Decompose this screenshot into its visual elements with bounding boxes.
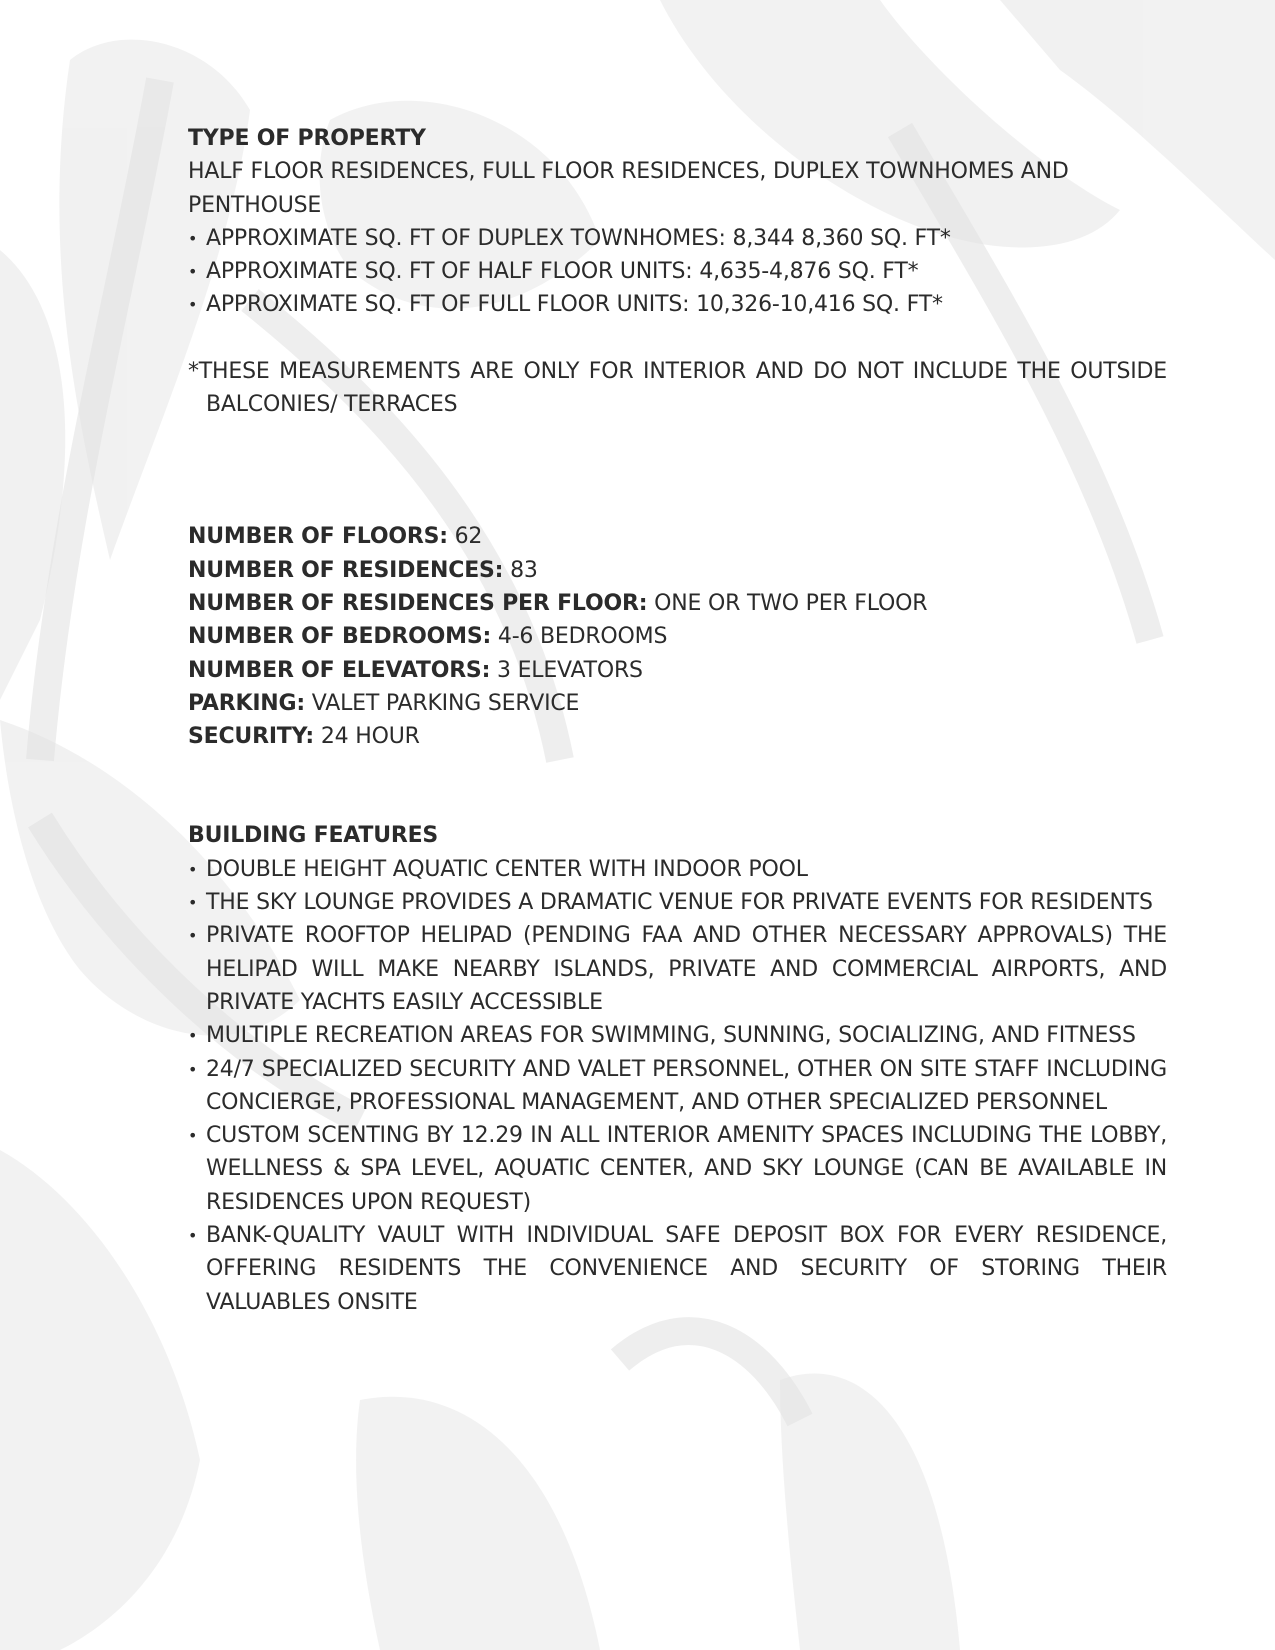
spec-value: ONE OR TWO PER FLOOR bbox=[654, 590, 928, 616]
building-features-section bbox=[188, 819, 1167, 1318]
spec-value: 24 HOUR bbox=[320, 724, 420, 750]
measurements-footnote: *THESE MEASUREMENTS ARE ONLY FOR INTERIOR AND DO NOT INCLUDE THE OUTSIDE BALCONIES/ TERRACES bbox=[188, 358, 1167, 418]
spec-row-parking bbox=[188, 687, 1167, 720]
list-item: • APPROXIMATE SQ. FT OF DUPLEX TOWNHOMES: 8,344 8,360 SQ. FT* bbox=[188, 222, 1167, 255]
spec-value: VALET PARKING SERVICE bbox=[311, 690, 580, 716]
square-footage-list bbox=[188, 222, 1167, 322]
list-item: • PRIVATE ROOFTOP HELIPAD (PENDING FAA AND OTHER NECESSARY APPROVALS) THE HELIPAD WILL MAKE NEARBY ISLANDS, PRIVATE AND COMMERCIAL AIRPORTS, AND PRIVATE YACHTS EASILY ACCESSIBLE bbox=[188, 919, 1167, 1019]
list-item: • APPROXIMATE SQ. FT OF HALF FLOOR UNITS: 4,635-4,876 SQ. FT* bbox=[188, 255, 1167, 288]
spec-row-residences bbox=[188, 554, 1167, 587]
type-of-property-section bbox=[188, 122, 1167, 421]
spec-label: NUMBER OF RESIDENCES: bbox=[188, 557, 504, 583]
spec-label: NUMBER OF ELEVATORS: bbox=[188, 657, 491, 683]
list-item: • DOUBLE HEIGHT AQUATIC CENTER WITH INDOOR POOL bbox=[188, 853, 1167, 886]
spec-label: NUMBER OF RESIDENCES PER FLOOR: bbox=[188, 590, 648, 616]
spec-row-security bbox=[188, 720, 1167, 753]
property-types-description: HALF FLOOR RESIDENCES, FULL FLOOR RESIDENCES, DUPLEX TOWNHOMES AND PENTHOUSE bbox=[188, 159, 1069, 218]
type-of-property-heading: TYPE OF PROPERTY bbox=[188, 126, 426, 151]
spec-label: NUMBER OF FLOORS: bbox=[188, 524, 448, 550]
spec-row-bedrooms bbox=[188, 620, 1167, 653]
list-item: • 24/7 SPECIALIZED SECURITY AND VALET PERSONNEL, OTHER ON SITE STAFF INCLUDING CONCIERGE, PROFESSIONAL MANAGEMENT, AND OTHER SPECIALIZED PERSONNEL bbox=[188, 1053, 1167, 1120]
building-features-heading: BUILDING FEATURES bbox=[188, 823, 439, 849]
spec-value: 62 bbox=[454, 524, 483, 550]
document-body bbox=[188, 122, 1167, 1319]
spec-label: NUMBER OF BEDROOMS: bbox=[188, 624, 492, 650]
spec-value: 3 ELEVATORS bbox=[496, 657, 643, 683]
building-features-list bbox=[188, 853, 1167, 1319]
list-item: • BANK-QUALITY VAULT WITH INDIVIDUAL SAFE DEPOSIT BOX FOR EVERY RESIDENCE, OFFERING RESIDENTS THE CONVENIENCE AND SECURITY OF STORING THEIR VALUABLES ONSITE bbox=[188, 1219, 1167, 1319]
spec-label: PARKING: bbox=[188, 690, 305, 716]
list-item: • MULTIPLE RECREATION AREAS FOR SWIMMING, SUNNING, SOCIALIZING, AND FITNESS bbox=[188, 1019, 1167, 1052]
spec-label: SECURITY: bbox=[188, 724, 315, 750]
spec-row-floors bbox=[188, 520, 1167, 553]
list-item: • APPROXIMATE SQ. FT OF FULL FLOOR UNITS: 10,326-10,416 SQ. FT* bbox=[188, 288, 1167, 321]
spec-value: 4-6 BEDROOMS bbox=[497, 624, 668, 650]
list-item: • CUSTOM SCENTING BY 12.29 IN ALL INTERIOR AMENITY SPACES INCLUDING THE LOBBY, WELLNESS & SPA LEVEL, AQUATIC CENTER, AND SKY LOUNGE (CAN BE AVAILABLE IN RESIDENCES UPON REQUEST) bbox=[188, 1119, 1167, 1219]
spec-row-residences-per-floor bbox=[188, 587, 1167, 620]
spec-row-elevators bbox=[188, 654, 1167, 687]
spec-value: 83 bbox=[510, 557, 538, 583]
list-item: • THE SKY LOUNGE PROVIDES A DRAMATIC VENUE FOR PRIVATE EVENTS FOR RESIDENTS bbox=[188, 886, 1167, 919]
building-specs-section bbox=[188, 520, 1167, 753]
